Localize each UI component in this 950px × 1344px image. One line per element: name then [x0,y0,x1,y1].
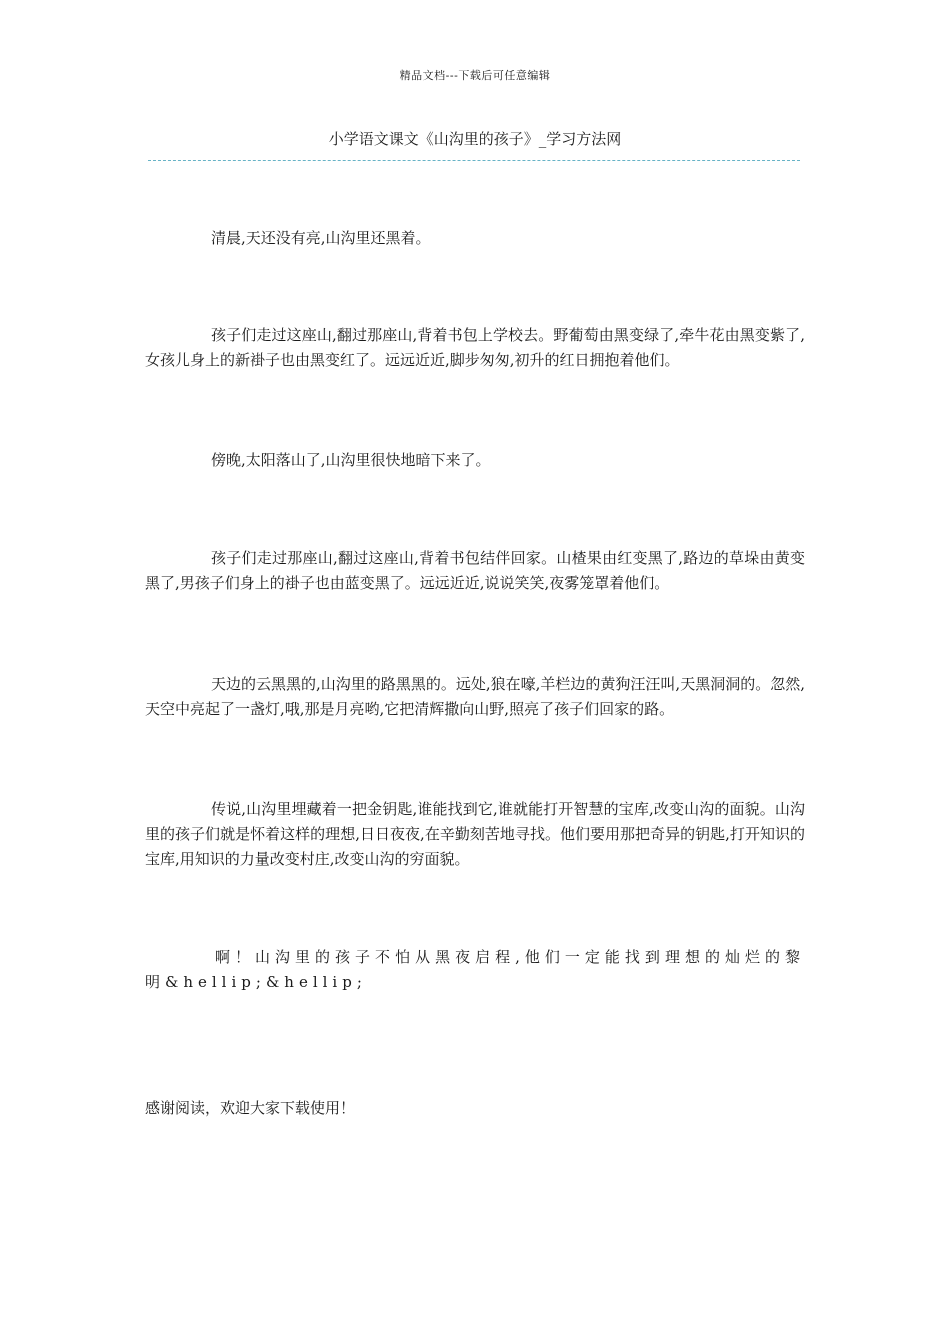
paragraph-2: 孩子们走过这座山,翻过那座山,背着书包上学校去。野葡萄由黑变绿了,牵牛花由黑变紫了,女孩儿身上的新褂子也由黑变红了。远远近近,脚步匆匆,初升的红日拥抱着他们。 [145,326,805,369]
page-header-note: 精品文档---下载后可任意编辑 [399,69,551,82]
paragraph-5: 天边的云黑黑的,山沟里的路黑黑的。远处,狼在嚎,羊栏边的黄狗汪汪叫,天黑洞洞的。忽然,天空中亮起了一盏灯,哦,那是月亮哟,它把清辉撒向山野,照亮了孩子们回家的路。 [145,675,805,718]
paragraph-3: 傍晚,太阳落山了,山沟里很快地暗下来了。 [211,451,491,469]
paragraph-1: 清晨,天还没有亮,山沟里还黑着。 [211,229,431,247]
closing-note: 感谢阅读，欢迎大家下载使用！ [145,1099,356,1117]
title-divider [148,160,800,161]
paragraph-6: 传说,山沟里埋藏着一把金钥匙,谁能找到它,谁就能打开智慧的宝库,改变山沟的面貌。山沟里的孩子们就是怀着这样的理想,日日夜夜,在辛勤刻苦地寻找。他们要用那把奇异的钥匙,打开知识的宝库,用知识的力量改变村庄,改变山沟的穷面貌。 [145,800,805,868]
paragraph-4: 孩子们走过那座山,翻过这座山,背着书包结伴回家。山楂果由红变黑了,路边的草垛由黄变黑了,男孩子们身上的褂子也由蓝变黑了。远远近近,说说笑笑,夜雾笼罩着他们。 [145,549,805,592]
document-title: 小学语文课文《山沟里的孩子》_学习方法网 [328,130,622,148]
paragraph-7: 啊！山沟里的孩子不怕从黑夜启程,他们一定能找到理想的灿烂的黎明&hellip;&hellip; [145,948,805,991]
